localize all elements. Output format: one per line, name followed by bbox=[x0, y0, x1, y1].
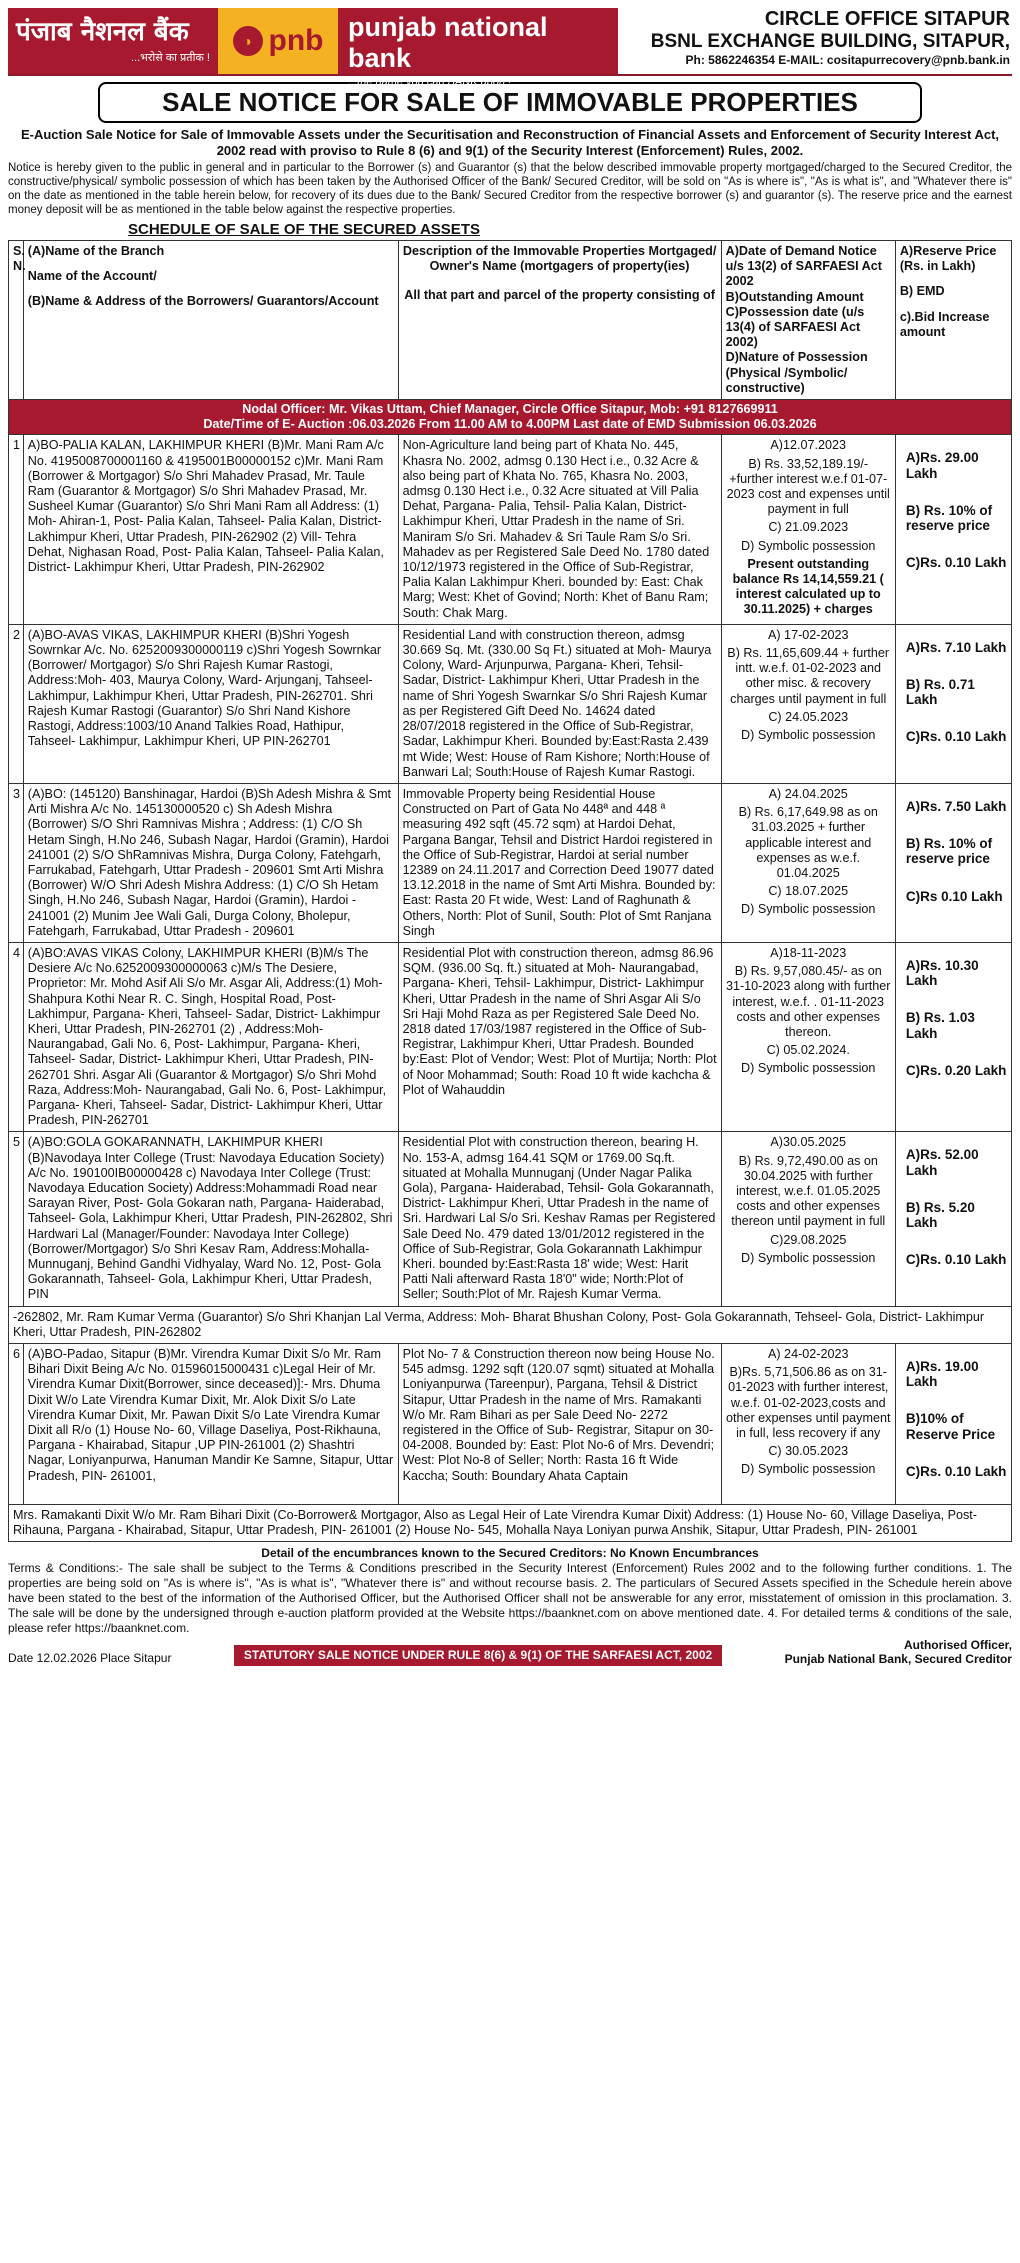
notice-intro: Notice is hereby given to the public in general and in particular to the Borrower (s) and Guarantor (s) that the below described immovable property mortgaged/charged to the Secured Creditor, the constructive/physical/ symbolic possession of which has been taken by the Authorised Officer of the Bank/ Secured Creditor, will be sold on "As is where is", "As is what is", and "Whatever there is" on the date as mentioned in the table herein below, for recovery of its dues due to the Bank/ Secured Creditor from the respective borrower (s) and guarantor (s). The reserve price and the earnest money deposit will be as mentioned in the table below against the respective properties. bbox=[8, 162, 1012, 216]
encumbrances-text: Detail of the encumbrances known to the Secured Creditors: No Known Encumbrances bbox=[261, 1546, 759, 1561]
reserve-item: C)Rs 0.10 Lakh bbox=[905, 888, 1003, 904]
row-sn: 3 bbox=[9, 783, 24, 942]
auth-line-1: Authorised Officer, bbox=[903, 1638, 1012, 1653]
date-item: D) Symbolic possession bbox=[741, 1250, 876, 1265]
row-branch-borrower: A)BO-PALIA KALAN, LAKHIMPUR KHERI (B)Mr. Mani Ram A/c No. 4195008700001160 & 4195001B00000152 c)Mr. Mani Ram (Borrower & Mortgagor) S/o Shri Mahadev Prasad, Mr. Taule Ram (Guarantor & Mortgagor) S/o Shri Mahadev Prasad, Mr. Susheel Kumar (Guarantor) S/o Shri Mani Ram all Address: (1) Moh- Ahiran-1, Post- Palia Kalan, Tahseel- Palia Kalan, District- Lakhimpur Kheri, Uttar Pradesh, PIN-262902 (2) Vill- Tehra Dehat, Nighasan Road, Post- Palia Kalan, Tahseel- Palia Kalan, District- Lakhimpur Kheri, Uttar Pradesh, PIN-262902 bbox=[23, 435, 398, 624]
office-address bbox=[618, 8, 1012, 74]
row-reserve-emd bbox=[895, 942, 1011, 1131]
office-line-1: CIRCLE OFFICE SITAPUR bbox=[764, 8, 1010, 30]
row-sn: 4 bbox=[9, 942, 24, 1131]
col-reserve-c: c).Bid Increase amount bbox=[899, 309, 990, 339]
row-property-description: Residential Plot with construction thereon, bearing H. No. 153-A, admsg 164.41 SQM or 1769.00 Sq.ft. situated at Mohalla Munnuganj (Under Nagar Palika Gola), Pargana- Haiderabad, Tehsil- Gola Gokarannath, District- Lakhimpur Kheri, Uttar Pradesh in the name of Sri. Hardwari Lal S/o Sri. Keshav Ramas per Registered Sale Deed No. 479 dated 13/01/2012 registered in the Office of Sub-Registrar, Gola Gokarannath Lakhimpur Kheri. bounded by:East:Rasta 18' wide; West: Harit Patti Nali afterward Rasta 18'0" wide; North:Plot of Seller; South:Plot of Mr. Rajesh Kumar Verma. bbox=[398, 1132, 721, 1306]
nodal-officer-text: Nodal Officer: Mr. Vikas Uttam, Chief Manager, Circle Office Sitapur, Mob: +91 8127669911 bbox=[242, 402, 778, 417]
reserve-item: C)Rs. 0.10 Lakh bbox=[905, 555, 1007, 571]
date-item: A) 24.04.2025 bbox=[768, 786, 848, 801]
row-branch-borrower: (A)BO:AVAS VIKAS Colony, LAKHIMPUR KHERI (B)M/s The Desiere A/c No.6252009300000063 c)M/s The Desiere, Proprietor: Mr. Mohd Asif Ali S/o Mr. Asgar Ali, Address:(1) Moh- Shahpura Kothi Near R. C. Singh, Hospital Road, Post- Lakhimpur, Pargana- Kheri, Tahseel- Sadar, District- Lakhimpur Kheri, Uttar Pradesh, PIN-262701 (2) , Address:Moh- Naurangabad, Gali No. 6, Post- Lakhimpur, Pargana- Kheri, Tahseel- Sadar, District- Lakhimpur Kheri, Uttar Pradesh, PIN-262701 Shri. Asgar Ali (Guarantor & Mortgagor) S/o Shri Mohd Raza, Address:Moh- Naurangabad, Gali No. 6, Post- Lakhimpur, Pargana- Kheri, Tahseel- Sadar, District- Lakhimpur Kheri, Uttar Pradesh, PIN-262701 bbox=[23, 942, 398, 1131]
date-item: C) 24.05.2023 bbox=[768, 709, 849, 724]
schedule-title: SCHEDULE OF SALE OF THE SECURED ASSETS bbox=[128, 221, 480, 238]
date-item: B) Rs. 9,57,080.45/- as on 31-10-2023 along with further interest, w.e.f. . 01-11-2023 costs and other expenses thereon. bbox=[725, 964, 891, 1039]
row-continuation-text: Mrs. Ramakanti Dixit W/o Mr. Ram Bihari Dixit (Co-Borrower& Mortgagor, Also as Legal Heir of Late Virendra Kumar Dixit) Address: (1) House No- 60, Village Daseliya, Post-Rihauna, Pargana - Khairabad, Sitapur, Uttar Pradesh, PIN- 261001 (2) House No- 545, Mohalla Naya Loniyan purwa Anshik, Sitapur, Uttar Pradesh, PIN- 261001 bbox=[9, 1505, 1012, 1542]
row-reserve-emd bbox=[895, 624, 1011, 783]
date-item: C) 18.07.2025 bbox=[768, 884, 849, 899]
row-property-description: Immovable Property being Residential House Constructed on Part of Gata No 448ª and 448 ª measuring 492 sqft (45.72 sqm) at Hardoi Dehat, Pargana Bangar, Tehsil and District Hardoi registered in the Office of Sub-Registrar, Hardoi at serial number 12389 on 24.11.2017 and Correction Deed 19077 dated 13.12.2018 in the name of Smt Arti Mishra. Bounded by: East: Rasta 20 Ft wide, West: Land of Raghunath & Others, North: Plot of Sunil, South: Plot of Smt Ranjana Singh bbox=[398, 783, 721, 942]
english-logo-block bbox=[338, 8, 618, 88]
sale-notice-page bbox=[8, 8, 1012, 2247]
reserve-item: A)Rs. 7.10 Lakh bbox=[905, 639, 1007, 655]
row-property-description: Residential Plot with construction thereon, admsg 86.96 SQM. (936.00 Sq. ft.) situated at Moh- Naurangabad, Pargana- Kheri, Tehsil- Lakhimpur, District- Lakhimpur Kheri, Uttar Pradesh in the name of Shri Asgar Ali S/o Sri Haji Mohd Raza as per Registered Sale Deed No. 2818 dated 17/03/1987 registered in the Office of Sub- Registrar, Lakhimpur Kheri, Uttar Pradesh. Bounded by:East: Plot of Vendor; West: Plot of Murtija; North: Plot of Noor Mohammad; South: Road 10 ft wide kachcha & Plot of Wahauddin bbox=[398, 942, 721, 1131]
date-item: D) Symbolic possession bbox=[741, 902, 876, 917]
row-dates-amounts bbox=[721, 942, 895, 1131]
col-dates-d: D)Nature of Possession (Physical /Symbolic/ constructive) bbox=[725, 350, 868, 395]
col-property-a: Description of the Immovable Properties Mortgaged/ Owner's Name (mortgagers of property(ies) bbox=[402, 244, 717, 274]
row-property-description: Residential Land with construction thereon, admsg 30.669 Sq. Mt. (330.00 Sq Ft.) situated at Moh- Maurya Colony, Ward- Arjunpurwa, Pargana- Kheri, Tehsil- Sadar, District- Lakhimpur Kheri, Uttar Pradesh in the name of Shri Yogesh Swarnkar S/o Shri Rajesh Kumar as per Registered Gift Deed No. 14624 dated 28/07/2018 registered in the Office of Sub-Registrar, Sadar, Lakhimpur Kheri. Bounded by:East:Rasta 2.439 mt Wide; West: House of Ram Kishore; North:House of Banwari Lal; South:House of Rajesh Kumar Rastogi. bbox=[398, 624, 721, 783]
reserve-item: A)Rs. 52.00 Lakh bbox=[905, 1147, 979, 1178]
reserve-item: C)Rs. 0.10 Lakh bbox=[905, 729, 1007, 745]
col-dates-c: C)Possession date (u/s 13(4) of SARFAESI Act 2002) bbox=[725, 304, 865, 350]
nodal-officer-row bbox=[9, 400, 1012, 435]
date-item: D) Symbolic possession bbox=[741, 728, 876, 743]
pnb-emblem-icon: ◑ bbox=[233, 26, 263, 56]
hindi-tagline: ...भरोसे का प्रतीक ! bbox=[130, 52, 210, 64]
table-row bbox=[9, 1132, 1012, 1306]
reserve-item: C)Rs. 0.10 Lakh bbox=[905, 1463, 1007, 1479]
row-dates-amounts bbox=[721, 624, 895, 783]
date-item: B) Rs. 11,65,609.44 + further intt. w.e.f. 01-02-2023 and other misc. & recovery charges until payment in full bbox=[727, 646, 890, 706]
pnb-logo-text: pnb bbox=[268, 24, 324, 57]
table-row bbox=[9, 435, 1012, 624]
date-item: D) Symbolic possession bbox=[741, 538, 876, 553]
row-reserve-emd bbox=[895, 1132, 1011, 1306]
auction-date-text: Date/Time of E- Auction :06.03.2026 From 11.00 AM to 4.00PM Last date of EMD Submission 06.03.2026 bbox=[203, 417, 817, 432]
col-reserve-a: A)Reserve Price (Rs. in Lakh) bbox=[899, 244, 997, 274]
english-bank-name: punjab national bank bbox=[348, 12, 548, 73]
table-row bbox=[9, 783, 1012, 942]
col-branch-a: (A)Name of the Branch bbox=[27, 244, 165, 258]
reserve-item: A)Rs. 19.00 Lakh bbox=[905, 1359, 979, 1390]
pnb-logo bbox=[218, 8, 338, 74]
footer-bottom bbox=[8, 1638, 1012, 1666]
reserve-item: B) Rs. 1.03 Lakh bbox=[905, 1010, 975, 1041]
table-row bbox=[9, 1344, 1012, 1505]
terms-text: Terms & Conditions:- The sale shall be subject to the Terms & Conditions prescribed in the Security Interest (Enforcement) Rules 2002 and to the following further conditions. 1. The properties are being sold on "As is where is", "As is what is", "Whatever there is" and without recourse basis. 2. The particulars of Secured Assets specified in the Schedule herein above have been stated to the best of the information of the Authorised Officer, but the Authorised Officer shall not be answerable for any error, misstatement of omission in this proclamation. 3. The sale will be done by the undersigned through e-auction platform provided at the Website https://baanknet.com on above mentioned date. 4. For detailed terms & conditions of the sale, please refer https://baanknet.com. bbox=[8, 1561, 1012, 1636]
hindi-logo-block bbox=[8, 8, 218, 74]
date-item: Present outstanding balance Rs 14,14,559.21 ( interest calculated up to 30.11.2025) + charges bbox=[732, 556, 884, 617]
date-item: B) Rs. 33,52,189.19/- +further interest w.e.f 01-07-2023 cost and expenses until payment in full bbox=[726, 456, 890, 517]
schedule-table bbox=[8, 240, 1012, 1542]
row-sn: 2 bbox=[9, 624, 24, 783]
row-continuation-text: -262802, Mr. Ram Kumar Verma (Guarantor) S/o Shri Khanjan Lal Verma, Address: Moh- Bharat Bhushan Colony, Post- Gola Gokarannath, Tehseel- Gola, District- Lakhimpur Kheri, Uttar Pradesh, PIN-262802 bbox=[9, 1306, 1012, 1343]
hindi-bank-name: पंजाब नैशनल बैंक bbox=[16, 17, 189, 47]
nodal-officer-bar bbox=[9, 400, 1012, 435]
reserve-item: B) Rs. 10% of reserve price bbox=[905, 836, 993, 867]
date-item: A) 24-02-2023 bbox=[767, 1347, 849, 1362]
reserve-item: B) Rs. 5.20 Lakh bbox=[905, 1199, 975, 1230]
col-property-b: All that part and parcel of the property consisting of bbox=[404, 288, 715, 303]
reserve-item: B)10% of Reserve Price bbox=[905, 1411, 996, 1442]
date-item: D) Symbolic possession bbox=[741, 1061, 876, 1076]
row-property-description: Non-Agriculture land being part of Khata No. 445, Khasra No. 2002, admsg 0.130 Hect i.e., 0.32 Acre & also being part of Khata No. 765, Khasra No. 2003, admsg 0.130 Hect i.e., 0.32 Acre situated at Vill Palia Dehat, Pargana- Palia, Tehsil- Palia Kalan, District- Lakhimpur Kheri, Uttar Pradesh in the name of Sri. Maniram S/o Sri. Mahadev & Sri Taule Ram S/o Sri. Mahadev as per Registered Sale Deed No. 1780 dated 10/12/1973 registered in the Office of Sub-Registrar, Palia Kalan Lakhimpur Kheri. bounded by: East: Chak Marg; West: Khet of Govind; North: Khet of Banu Ram; South: Chak Marg. bbox=[398, 435, 721, 624]
reserve-item: C)Rs. 0.20 Lakh bbox=[905, 1062, 1007, 1078]
row-sn: 5 bbox=[9, 1132, 24, 1306]
authorised-officer bbox=[785, 1638, 1012, 1666]
table-header-row bbox=[9, 241, 1012, 400]
row-property-description: Plot No- 7 & Construction thereon now being House No. 545 admsg. 1292 sqft (120.07 sqmt) situated at Mohalla Loniyanpurwa (Tareenpur), Pargana, Tehsil & District Sitapur, Uttar Pradesh in the name of Mrs. Ramakanti W/o Mr. Ram Bihari as per Sale Deed No- 2272 registered in the Office of Sub- Registrar, Sitapur on 30-04-2008. Bounded by: East: Plot No-6 of Mrs. Devendri; West: Plot No-8 of Seller; North: Rasta 16 ft Wide Kaccha; South: Boundary Ahata Captain bbox=[398, 1344, 721, 1505]
auth-line-2: Punjab National Bank, Secured Creditor bbox=[784, 1652, 1012, 1667]
col-branch-b: Name of the Account/ bbox=[27, 269, 157, 284]
reserve-item: B) Rs. 10% of reserve price bbox=[905, 502, 993, 534]
col-dates-a: A)Date of Demand Notice u/s 13(2) of SARFAESI Act 2002 bbox=[725, 244, 882, 289]
date-item: C)29.08.2025 bbox=[770, 1232, 847, 1247]
date-item: C) 05.02.2024. bbox=[766, 1043, 850, 1058]
reserve-item: A)Rs. 7.50 Lakh bbox=[905, 798, 1007, 814]
table-row-continuation bbox=[9, 1306, 1012, 1343]
reserve-item: C)Rs. 0.10 Lakh bbox=[905, 1252, 1007, 1268]
col-reserve-b: B) EMD bbox=[899, 284, 945, 299]
table-row-continuation bbox=[9, 1505, 1012, 1542]
col-property bbox=[398, 241, 721, 400]
footer bbox=[8, 1546, 1012, 1666]
date-place: Date 12.02.2026 Place Sitapur bbox=[8, 1651, 172, 1666]
date-item: A)18-11-2023 bbox=[770, 945, 847, 960]
col-reserve bbox=[895, 241, 1011, 400]
row-branch-borrower: (A)BO-AVAS VIKAS, LAKHIMPUR KHERI (B)Shri Yogesh Sowrnkar A/c. No. 6252009300000119 c)Shri Yogesh Sowrnkar (Borrower/ Mortgagor) S/o Shri Rajesh Kumar Rastogi, Address:Moh- 403, Maurya Colony, Ward- Arjunganj, Tahseel- Lakhimpur, Lakhimpur Kheri, Uttar Pradesh, PIN-262701. Shri Rajesh Kumar Rastogi (Guarantor) S/o Shri Nand Kishore Rastogi, Address:1003/10 Anand Talkies Road, Hathipur, Tahseel- Lakhimpur, Lakhimpur Kheri, UP PIN-262701 bbox=[23, 624, 398, 783]
row-branch-borrower: (A)BO-Padao, Sitapur (B)Mr. Virendra Kumar Dixit S/o Mr. Ram Bihari Dixit Being A/c No. 01596015000431 c)Legal Heir of Mr. Virendra Kumar Dixit(Borrower, since deceased)]:- Mrs. Dhuma Dixit W/o Late Virendra Kumar Dixit, Mr. Alok Dixit S/o Late Virendra Kumar Dixit, Mr. Pawan Dixit S/o Late Virendra Kumar Dixit all R/o (1) House No- 60, Village Daseliya, Post-Rikhauna, Pargana - Khairabad, Sitapur ,UP PIN-261001 (2) Shashtri Nagar, Loniyanpurwa, Hanuman Mandir Ke Samne, Sitapur, Uttar Pradesh, PIN- 261001, bbox=[23, 1344, 398, 1505]
reserve-item: A)Rs. 10.30 Lakh bbox=[905, 957, 979, 989]
col-dates bbox=[721, 241, 895, 400]
statutory-bar: STATUTORY SALE NOTICE UNDER RULE 8(6) & 9(1) OF THE SARFAESI ACT, 2002 bbox=[234, 1645, 722, 1666]
date-item: D) Symbolic possession bbox=[741, 1462, 876, 1477]
notice-subtitle: E-Auction Sale Notice for Sale of Immovable Assets under the Securitisation and Reconstruction of Financial Assets and Enforcement of Security Interest Act, 2002 read with proviso to Rule 8 (6) and 9(1) of the Security Interest (Enforcement) Rules, 2002. bbox=[20, 127, 1000, 158]
row-reserve-emd bbox=[895, 1344, 1011, 1505]
row-reserve-emd bbox=[895, 435, 1011, 624]
header bbox=[8, 8, 1012, 88]
reserve-item: B) Rs. 0.71 Lakh bbox=[905, 677, 975, 708]
notice-banner: SALE NOTICE FOR SALE OF IMMOVABLE PROPERTIES bbox=[98, 82, 922, 123]
date-item: B)Rs. 5,71,506.86 as on 31-01-2023 with further interest, w.e.f. 01-02-2023,costs and other expenses until payment in full, less recovery if any bbox=[725, 1365, 891, 1441]
schedule-rows bbox=[9, 435, 1012, 1542]
table-row bbox=[9, 624, 1012, 783]
row-dates-amounts bbox=[721, 1344, 895, 1505]
col-sn: S. N. bbox=[9, 241, 24, 400]
row-dates-amounts bbox=[721, 1132, 895, 1306]
row-dates-amounts bbox=[721, 435, 895, 624]
date-item: B) Rs. 9,72,490.00 as on 30.04.2025 with further interest, w.e.f. 01.05.2025 costs and other expenses thereon until payment in full bbox=[731, 1153, 886, 1229]
row-dates-amounts bbox=[721, 783, 895, 942]
col-branch bbox=[23, 241, 398, 400]
row-sn: 6 bbox=[9, 1344, 24, 1505]
row-branch-borrower: (A)BO:GOLA GOKARANNATH, LAKHIMPUR KHERI (B)Navodaya Inter College (Trust: Navodaya Education Society) A/c No. 190100IB00000428 c) Navodaya Inter College (Trust: Navodaya Education Society) Address:Mohammadi Road near Sarayan River, Post- Gola Gokaran nath, Pargana- Haiderabad, Tahseel- Gola, Lakhimpur Kheri, Uttar Pradesh, PIN-262802, Shri Hardwari Lal (Manager/Founder: Navodaya Inter College) (Borrower/Mortgagor) S/o Shri Kesav Ram, Address:Mohalla- Munnuganj, Behind Gandhi Vidhyalay, Ward No. 12, Post- Gola Gokarannath, Tahseel- Gola, Lakhimpur Kheri, Uttar Pradesh, PIN bbox=[23, 1132, 398, 1306]
date-item: A)30.05.2025 bbox=[770, 1135, 847, 1150]
reserve-item: A)Rs. 29.00 Lakh bbox=[905, 450, 979, 481]
col-dates-b: B)Outstanding Amount bbox=[725, 289, 864, 304]
office-line-2: BSNL EXCHANGE BUILDING, SITAPUR, bbox=[650, 31, 1010, 52]
row-sn: 1 bbox=[9, 435, 24, 624]
date-item: A)12.07.2023 bbox=[770, 438, 847, 453]
english-tagline: ...the name you can BANK upon ! bbox=[348, 76, 512, 88]
row-reserve-emd bbox=[895, 783, 1011, 942]
office-contact: Ph: 5862246354 E-MAIL: cositapurrecovery@pnb.bank.in bbox=[685, 53, 1010, 67]
date-item: C) 21.09.2023 bbox=[768, 520, 849, 535]
col-branch-c: (B)Name & Address of the Borrowers/ Guarantors/Account bbox=[27, 294, 379, 309]
row-branch-borrower: (A)BO: (145120) Banshinagar, Hardoi (B)Sh Adesh Mishra & Smt Arti Mishra A/c No. 145130000520 c) Sh Adesh Mishra (Borrower) S/O Shri Ramnivas Mishra ; Address: (1) C/O Sh Hetam Singh, H.No 246, Subash Nagar, Hardoi (Gramin), Hardoi 241001 (2) S/O ShRamnivas Mishra, Durga Colony, Fatehgarh, Farrukabad, Fatehgarh, Uttar Pradesh - 209601 Smt Arti Mishra (Borrower) W/O Shri Adesh Mishra Address: (1) C/O Sh Hetam Singh, H.No 246, Subash Nagar, Hardoi (Gramin), Hardoi - 241001 (2) Munim Jee Wali Gali, Durga Colony, Bholepur, Fatehgarh, Farrukabad, Uttar Pradesh - 209601 bbox=[23, 783, 398, 942]
date-item: C) 30.05.2023 bbox=[768, 1444, 849, 1459]
date-item: B) Rs. 6,17,649.98 as on 31.03.2025 + further applicable interest and expenses as w.e.f. 01.04.2025 bbox=[738, 805, 878, 880]
date-item: A) 17-02-2023 bbox=[767, 627, 849, 642]
table-row bbox=[9, 942, 1012, 1131]
